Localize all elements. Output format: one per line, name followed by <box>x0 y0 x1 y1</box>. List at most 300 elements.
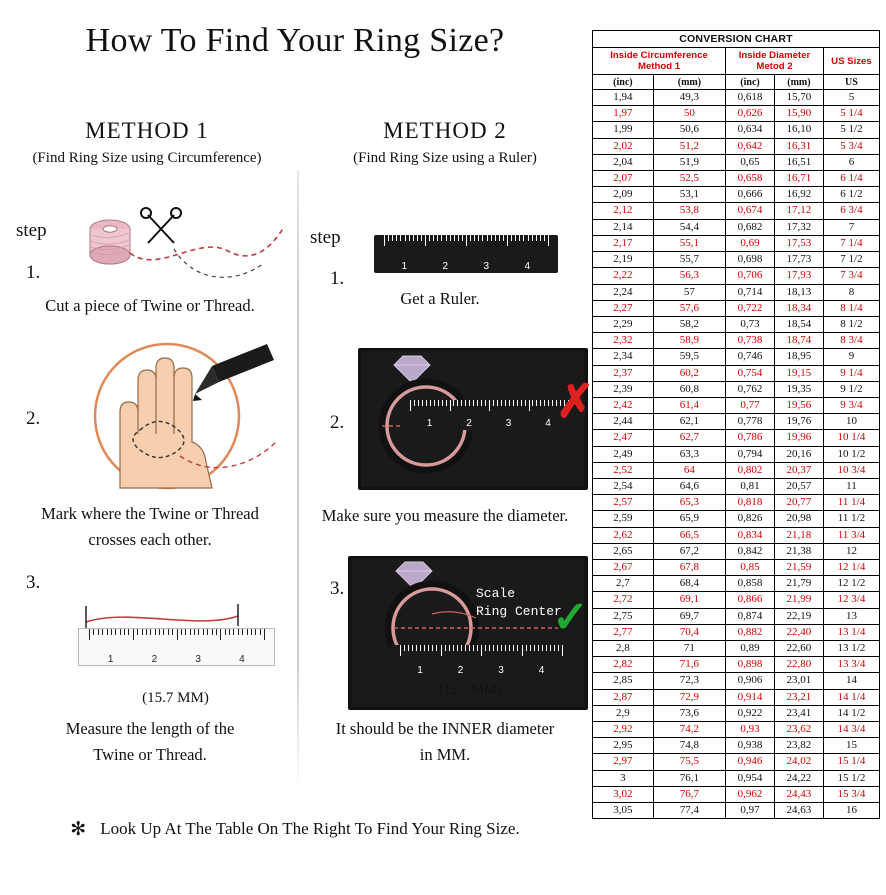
ruler-number: 3 <box>483 261 490 272</box>
table-group-header: US Sizes <box>823 48 879 75</box>
ruler-tick <box>505 400 506 406</box>
table-cell: 71 <box>653 640 725 656</box>
table-row <box>593 430 880 446</box>
ruler-tick <box>542 645 543 651</box>
table-cell: 3,02 <box>593 786 654 802</box>
method-2-step-3-number: 3. <box>330 578 345 599</box>
ruler-tick <box>412 645 413 651</box>
ruler-tick <box>421 235 422 241</box>
table-cell: 2,44 <box>593 414 654 430</box>
conversion-table <box>592 30 880 819</box>
ruler-tick <box>434 400 435 406</box>
ruler-tick <box>491 235 492 241</box>
ruler-tick <box>548 235 549 246</box>
ruler-tick <box>404 645 405 651</box>
table-cell: 1,97 <box>593 106 654 122</box>
ruler-tick <box>525 400 526 406</box>
table-cell: 18,74 <box>774 333 823 349</box>
table-row <box>593 316 880 332</box>
ruler-tick <box>461 400 462 406</box>
ruler-tick <box>400 235 401 241</box>
scale-label-line2: Ring Center <box>476 603 562 619</box>
ruler-tick <box>457 400 458 406</box>
ruler-tick <box>521 400 522 406</box>
ruler-tick <box>515 235 516 241</box>
ruler-tick <box>424 645 425 651</box>
ruler-tick <box>473 645 474 651</box>
ruler-number: 4 <box>239 654 245 665</box>
table-row <box>593 284 880 300</box>
table-cell: 14 <box>823 673 879 689</box>
ruler-tick <box>550 645 551 651</box>
table-cell: 2,37 <box>593 365 654 381</box>
ruler-tick <box>495 235 496 241</box>
table-cell: 0,946 <box>726 754 775 770</box>
ruler-number: 2 <box>457 665 464 676</box>
ruler-tick <box>408 645 409 651</box>
table-row <box>593 543 880 559</box>
table-cell: 0,818 <box>726 495 775 511</box>
ruler-tick <box>507 235 508 246</box>
table-cell: 3,05 <box>593 803 654 819</box>
table-cell: 9 <box>823 349 879 365</box>
method-1-thread-segment <box>78 600 278 632</box>
table-cell: 50 <box>653 106 725 122</box>
ruler-tick <box>428 645 429 651</box>
method-1-header <box>2 118 292 167</box>
table-cell: 0,666 <box>726 187 775 203</box>
conversion-chart <box>592 30 880 819</box>
table-row <box>593 268 880 284</box>
table-cell: 0,826 <box>726 511 775 527</box>
table-row <box>593 527 880 543</box>
table-cell: 52,5 <box>653 171 725 187</box>
table-cell: 0,842 <box>726 543 775 559</box>
table-cell: 9 1/4 <box>823 365 879 381</box>
table-row <box>593 705 880 721</box>
ruler-tick <box>528 235 529 241</box>
table-cell: 15,70 <box>774 90 823 106</box>
table-cell: 73,6 <box>653 705 725 721</box>
table-row <box>593 365 880 381</box>
table-cell: 60,8 <box>653 381 725 397</box>
table-row <box>593 786 880 802</box>
table-row <box>593 138 880 154</box>
table-cell: 24,63 <box>774 803 823 819</box>
table-cell: 2,14 <box>593 219 654 235</box>
table-cell: 0,81 <box>726 478 775 494</box>
table-cell: 50,6 <box>653 122 725 138</box>
table-cell: 6 3/4 <box>823 203 879 219</box>
table-cell: 15 <box>823 738 879 754</box>
table-cell: 2,8 <box>593 640 654 656</box>
twine-and-scissors-illustration <box>78 205 293 300</box>
correct-mark-icon: ✓ <box>552 593 589 642</box>
ruler-number: 2 <box>151 654 158 665</box>
table-cell: 17,12 <box>774 203 823 219</box>
table-cell: 2,19 <box>593 252 654 268</box>
table-cell: 2,95 <box>593 738 654 754</box>
table-row <box>593 203 880 219</box>
table-cell: 24,43 <box>774 786 823 802</box>
table-row <box>593 738 880 754</box>
table-unit-header-row <box>593 75 880 90</box>
table-cell: 9 3/4 <box>823 397 879 413</box>
table-cell: 64 <box>653 462 725 478</box>
table-cell: 53,1 <box>653 187 725 203</box>
table-row <box>593 414 880 430</box>
ruler-number: 3 <box>505 418 512 429</box>
table-cell: 2,57 <box>593 495 654 511</box>
ruler-number: 1 <box>417 665 423 676</box>
table-cell: 62,1 <box>653 414 725 430</box>
table-row <box>593 624 880 640</box>
ruler-tick <box>430 400 431 406</box>
table-cell: 61,4 <box>653 397 725 413</box>
ruler-tick <box>469 400 470 406</box>
table-cell: 0,738 <box>726 333 775 349</box>
ruler-tick <box>446 400 447 406</box>
ruler-tick <box>437 235 438 241</box>
table-row <box>593 495 880 511</box>
table-cell: 19,15 <box>774 365 823 381</box>
ruler-tick <box>513 645 514 651</box>
table-cell: 0,786 <box>726 430 775 446</box>
table-cell: 53,8 <box>653 203 725 219</box>
table-cell: 12 1/2 <box>823 576 879 592</box>
table-cell: 2,92 <box>593 721 654 737</box>
method-1-subtitle: (Find Ring Size using Circumference) <box>32 150 262 166</box>
table-cell: 0,882 <box>726 624 775 640</box>
table-cell: 2,59 <box>593 511 654 527</box>
table-row <box>593 689 880 705</box>
ruler-tick <box>478 235 479 241</box>
table-cell: 21,59 <box>774 559 823 575</box>
table-cell: 2,27 <box>593 300 654 316</box>
table-cell: 0,898 <box>726 657 775 673</box>
ruler-tick <box>562 645 563 656</box>
table-cell: 12 1/4 <box>823 559 879 575</box>
ruler-tick <box>473 400 474 406</box>
ruler-tick <box>429 235 430 241</box>
table-cell: 1,94 <box>593 90 654 106</box>
ruler-tick <box>414 400 415 406</box>
ruler-tick <box>469 645 470 651</box>
ruler-tick <box>526 645 527 651</box>
ruler-tick <box>482 235 483 241</box>
table-cell: 15 1/2 <box>823 770 879 786</box>
table-cell: 0,674 <box>726 203 775 219</box>
table-cell: 70,4 <box>653 624 725 640</box>
table-cell: 0,866 <box>726 592 775 608</box>
table-cell: 6 1/4 <box>823 171 879 187</box>
ruler-tick <box>441 235 442 241</box>
ruler-tick <box>477 645 478 651</box>
table-cell: 60,2 <box>653 365 725 381</box>
ruler-tick <box>418 400 419 406</box>
table-cell: 2,42 <box>593 397 654 413</box>
table-cell: 1,99 <box>593 122 654 138</box>
table-cell: 0,77 <box>726 397 775 413</box>
table-cell: 7 1/4 <box>823 235 879 251</box>
ruler-number: 4 <box>538 665 545 676</box>
method-2-step-3-caption-line1: It should be the INNER diameter <box>335 719 555 738</box>
ruler-tick <box>470 235 471 241</box>
table-cell: 59,5 <box>653 349 725 365</box>
ruler-tick <box>511 235 512 241</box>
table-cell: 2,34 <box>593 349 654 365</box>
method-1-step-2-number: 2. <box>26 408 41 429</box>
ruler-tick <box>513 400 514 406</box>
table-cell: 2,17 <box>593 235 654 251</box>
method-1-step-word: step <box>16 220 47 241</box>
method-1-step-1-number: 1. <box>26 262 41 283</box>
table-cell: 16,31 <box>774 138 823 154</box>
table-cell: 2,9 <box>593 705 654 721</box>
table-cell: 20,37 <box>774 462 823 478</box>
table-cell: 2,29 <box>593 316 654 332</box>
table-cell: 74,2 <box>653 721 725 737</box>
table-cell: 21,99 <box>774 592 823 608</box>
table-cell: 0,626 <box>726 106 775 122</box>
ruler-tick <box>450 400 451 411</box>
table-cell: 62,7 <box>653 430 725 446</box>
table-cell: 16 <box>823 803 879 819</box>
ruler-tick <box>405 235 406 241</box>
ruler-tick <box>536 400 537 406</box>
table-cell: 0,938 <box>726 738 775 754</box>
table-cell: 11 1/2 <box>823 511 879 527</box>
table-row <box>593 106 880 122</box>
table-cell: 0,922 <box>726 705 775 721</box>
table-cell: 0,954 <box>726 770 775 786</box>
table-cell: 8 1/2 <box>823 316 879 332</box>
table-row <box>593 397 880 413</box>
ruler-tick <box>477 400 478 406</box>
table-cell: 2,85 <box>593 673 654 689</box>
ruler-tick <box>392 235 393 241</box>
table-cell: 55,1 <box>653 235 725 251</box>
ruler-tick <box>536 235 537 241</box>
footnote <box>0 818 590 841</box>
table-cell: 69,7 <box>653 608 725 624</box>
method-1-step-2-caption-line2: crosses each other. <box>88 530 212 549</box>
table-cell: 15 1/4 <box>823 754 879 770</box>
table-cell: 14 1/4 <box>823 689 879 705</box>
table-cell: 56,3 <box>653 268 725 284</box>
table-cell: 12 <box>823 543 879 559</box>
method-1-step-1-caption: Cut a piece of Twine or Thread. <box>45 296 255 315</box>
table-cell: 0,794 <box>726 446 775 462</box>
ruler-tick <box>450 235 451 241</box>
table-cell: 16,10 <box>774 122 823 138</box>
table-cell: 8 <box>823 284 879 300</box>
method-2-subtitle: (Find Ring Size using a Ruler) <box>353 150 537 166</box>
table-cell: 8 3/4 <box>823 333 879 349</box>
table-row <box>593 657 880 673</box>
ruler-tick <box>422 400 423 406</box>
ruler-tick <box>534 645 535 651</box>
table-cell: 10 1/4 <box>823 430 879 446</box>
ruler-tick <box>400 645 401 656</box>
table-cell: 20,98 <box>774 511 823 527</box>
table-cell: 55,7 <box>653 252 725 268</box>
table-cell: 0,754 <box>726 365 775 381</box>
ruler-tick <box>426 400 427 406</box>
table-cell: 2,75 <box>593 608 654 624</box>
table-cell: 22,80 <box>774 657 823 673</box>
table-cell: 5 3/4 <box>823 138 879 154</box>
method-1-measuring-ruler <box>78 628 275 666</box>
table-cell: 2,47 <box>593 430 654 446</box>
table-cell: 22,60 <box>774 640 823 656</box>
table-cell: 72,9 <box>653 689 725 705</box>
table-cell: 0,97 <box>726 803 775 819</box>
table-cell: 5 <box>823 90 879 106</box>
ruler-tick <box>396 235 397 241</box>
table-cell: 19,76 <box>774 414 823 430</box>
table-cell: 17,32 <box>774 219 823 235</box>
ruler-number: 3 <box>498 665 504 676</box>
table-cell: 0,706 <box>726 268 775 284</box>
method-2-step-2-ruler <box>400 400 578 430</box>
table-cell: 2,67 <box>593 559 654 575</box>
table-cell: 2,65 <box>593 543 654 559</box>
table-cell: 0,802 <box>726 462 775 478</box>
table-cell: 0,89 <box>726 640 775 656</box>
ruler-tick <box>544 235 545 241</box>
method-2-header <box>300 118 590 167</box>
hand-with-thread-illustration <box>62 338 297 498</box>
table-cell: 18,54 <box>774 316 823 332</box>
table-cell: 67,2 <box>653 543 725 559</box>
table-cell: 2,62 <box>593 527 654 543</box>
table-cell: 0,698 <box>726 252 775 268</box>
table-row <box>593 219 880 235</box>
ruler-tick <box>438 400 439 406</box>
table-row <box>593 592 880 608</box>
table-cell: 8 1/4 <box>823 300 879 316</box>
table-cell: 3 <box>593 770 654 786</box>
table-cell: 7 3/4 <box>823 268 879 284</box>
ruler-tick <box>532 400 533 406</box>
ruler-tick <box>485 645 486 651</box>
table-cell: 23,82 <box>774 738 823 754</box>
table-unit-header: US <box>823 75 879 90</box>
ruler-tick <box>416 645 417 651</box>
ruler-tick <box>548 400 549 406</box>
column-divider <box>297 170 299 790</box>
table-cell: 6 1/2 <box>823 187 879 203</box>
table-cell: 19,35 <box>774 381 823 397</box>
table-cell: 21,18 <box>774 527 823 543</box>
ruler-tick <box>417 235 418 241</box>
table-cell: 2,49 <box>593 446 654 462</box>
table-cell: 10 1/2 <box>823 446 879 462</box>
ruler-tick <box>519 235 520 241</box>
table-group-header: Inside Diameter Metod 2 <box>726 48 824 75</box>
method-1-step-3-caption-line1: Measure the length of the <box>65 719 235 738</box>
table-cell: 0,69 <box>726 235 775 251</box>
ruler-tick <box>552 400 553 406</box>
ruler-tick <box>453 645 454 651</box>
table-cell: 22,19 <box>774 608 823 624</box>
ruler-tick <box>538 645 539 651</box>
table-group-header: Inside Circumference Method 1 <box>593 48 726 75</box>
table-cell: 20,77 <box>774 495 823 511</box>
table-cell: 63,3 <box>653 446 725 462</box>
ruler-tick <box>454 235 455 241</box>
ruler-tick <box>493 400 494 406</box>
table-row <box>593 333 880 349</box>
ruler-number: 3 <box>195 654 201 665</box>
ruler-tick <box>546 645 547 651</box>
table-cell: 11 1/4 <box>823 495 879 511</box>
table-row <box>593 235 880 251</box>
ruler-tick <box>453 400 454 406</box>
table-row <box>593 559 880 575</box>
table-row <box>593 770 880 786</box>
table-cell: 51,2 <box>653 138 725 154</box>
method-2-step-1-number: 1. <box>330 268 345 289</box>
table-cell: 65,3 <box>653 495 725 511</box>
ruler-tick <box>466 235 467 246</box>
table-cell: 2,87 <box>593 689 654 705</box>
ruler-tick <box>388 235 389 241</box>
table-cell: 7 <box>823 219 879 235</box>
ruler-tick <box>409 235 410 241</box>
table-cell: 64,6 <box>653 478 725 494</box>
table-cell: 21,38 <box>774 543 823 559</box>
table-cell: 58,9 <box>653 333 725 349</box>
table-row <box>593 171 880 187</box>
table-cell: 13 1/2 <box>823 640 879 656</box>
table-cell: 76,7 <box>653 786 725 802</box>
table-cell: 0,85 <box>726 559 775 575</box>
table-cell: 14 1/2 <box>823 705 879 721</box>
table-row <box>593 90 880 106</box>
table-row <box>593 721 880 737</box>
table-cell: 0,65 <box>726 154 775 170</box>
ruler-tick <box>465 645 466 651</box>
table-cell: 0,778 <box>726 414 775 430</box>
table-cell: 69,1 <box>653 592 725 608</box>
table-cell: 57,6 <box>653 300 725 316</box>
table-cell: 58,2 <box>653 316 725 332</box>
table-cell: 23,21 <box>774 689 823 705</box>
table-cell: 23,41 <box>774 705 823 721</box>
ruler-number: 4 <box>524 261 531 272</box>
table-cell: 0,93 <box>726 721 775 737</box>
table-row <box>593 154 880 170</box>
table-cell: 54,4 <box>653 219 725 235</box>
method-2-title: METHOD 2 <box>383 118 507 143</box>
table-cell: 0,682 <box>726 219 775 235</box>
ruler-tick <box>457 645 458 651</box>
table-cell: 2,72 <box>593 592 654 608</box>
table-cell: 0,634 <box>726 122 775 138</box>
ruler-tick <box>497 400 498 406</box>
ruler-tick <box>532 235 533 241</box>
table-cell: 74,8 <box>653 738 725 754</box>
ruler-tick <box>481 645 482 656</box>
method-2-step-word: step <box>310 227 341 248</box>
method-2-measurement-label: (15.7 MM) <box>438 683 502 698</box>
ruler-tick <box>523 235 524 241</box>
table-cell: 68,4 <box>653 576 725 592</box>
table-row <box>593 446 880 462</box>
incorrect-mark-icon: ✗ <box>556 375 595 427</box>
